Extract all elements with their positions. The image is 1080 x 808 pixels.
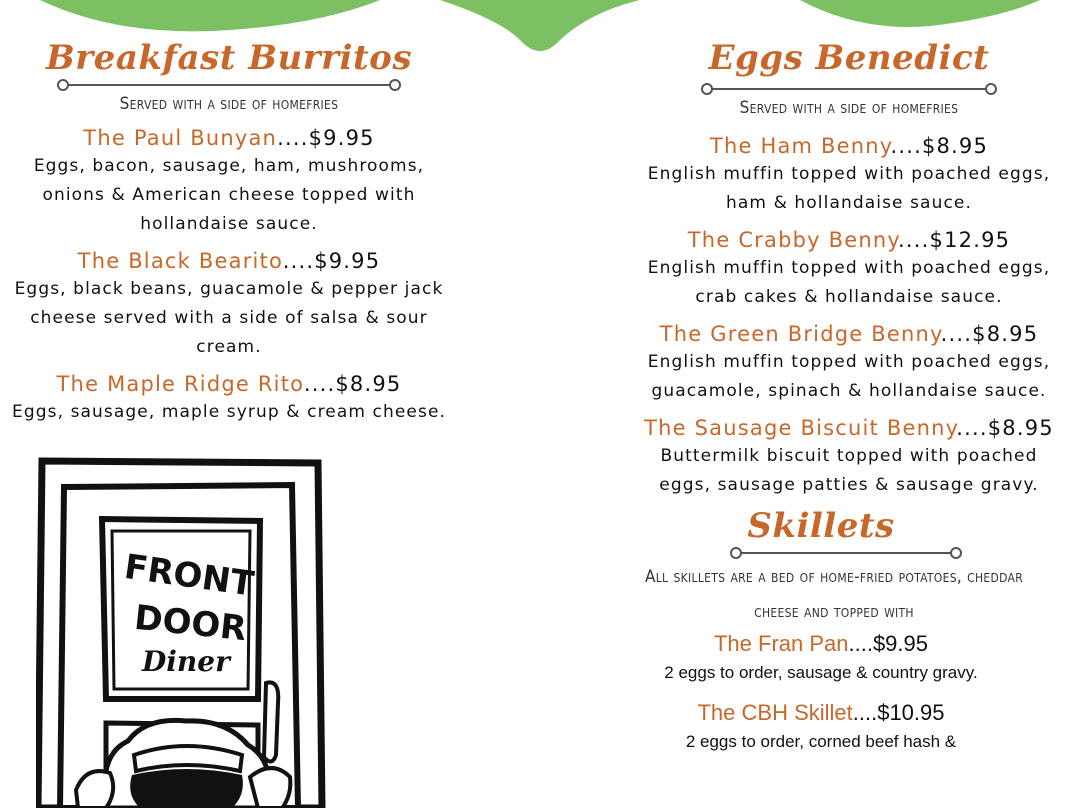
menu-item: [0, 124, 458, 239]
menu-item: [628, 226, 1070, 312]
menu-item-description: English muffin topped with poached eggs, crab cakes & hollandaise sauce.: [647, 258, 1051, 307]
menu-item: [628, 320, 1070, 406]
menu-item-description: 2 eggs to order, corned beef hash &: [685, 732, 957, 751]
menu-item-price: ....$8.95: [890, 134, 989, 158]
menu-item: [0, 247, 458, 362]
menu-item-name: The Black Bearito: [77, 249, 283, 273]
menu-item-name: The Paul Bunyan: [83, 126, 278, 150]
menu-item-description: English muffin topped with poached eggs, guacamole, spinach & hollandaise sauce.: [647, 352, 1051, 401]
menu-item-name: The Sausage Biscuit Benny: [644, 416, 957, 440]
menu-item-name: The Crabby Benny: [687, 228, 899, 252]
section-title-eggs-benedict: Eggs Benedict: [708, 38, 990, 78]
section-title-skillets: Skillets: [747, 506, 895, 546]
menu-item-price: ....$8.95: [940, 322, 1039, 346]
section-subtitle: All skillets are a bed of home-fried potatoes, cheddar cheese and topped with: [644, 567, 1024, 622]
menu-item-price: ....$10.95: [852, 700, 945, 725]
logo-text-diner: Diner: [142, 645, 230, 678]
menu-item: [628, 414, 1070, 500]
menu-item-name: The CBH Skillet: [697, 700, 853, 725]
menu-item: [572, 699, 1070, 756]
menu-item: [572, 630, 1070, 687]
menu-item-heading: [628, 226, 1070, 254]
menu-item: [628, 132, 1070, 218]
menu-item-heading: [628, 132, 1070, 160]
menu-item-price: ....$12.95: [898, 228, 1011, 252]
menu-item-description: English muffin topped with poached eggs, ham & hollandaise sauce.: [647, 164, 1051, 213]
menu-item-description: 2 eggs to order, sausage & country gravy.: [664, 663, 978, 682]
menu-item-heading: [628, 414, 1070, 442]
menu-item-name: The Ham Benny: [709, 134, 891, 158]
menu-item-name: The Green Bridge Benny: [659, 322, 941, 346]
eggs-benedict-section: [628, 38, 1070, 756]
menu-item-description: Buttermilk biscuit topped with poached eggs, sausage patties & sausage gravy.: [659, 446, 1039, 495]
menu-item-name: The Maple Ridge Rito: [56, 372, 304, 396]
menu-item-description: Eggs, sausage, maple syrup & cream cheese.: [11, 402, 447, 422]
menu-item-description: Eggs, bacon, sausage, ham, mushrooms, onions & American cheese topped with hollandaise sauce.: [33, 156, 425, 234]
title-divider: [730, 546, 962, 560]
menu-item-name: The Fran Pan: [713, 631, 849, 656]
title-divider: [57, 78, 401, 92]
front-door-diner-logo: [36, 455, 326, 808]
logo-text-front: FRONT: [121, 546, 257, 605]
skillets-section: [628, 506, 1070, 756]
menu-item: [0, 370, 458, 427]
section-subtitle: Served with a side of homefries: [119, 94, 339, 114]
menu-item-description: Eggs, black beans, guacamole & pepper jack cheese served with a side of salsa & sour cream.: [14, 279, 444, 357]
section-subtitle: Served with a side of homefries: [739, 98, 959, 118]
menu-item-heading: [0, 124, 458, 152]
title-divider: [701, 82, 997, 96]
section-title-breakfast-burritos: Breakfast Burritos: [46, 38, 412, 78]
menu-item-price: ....$9.95: [848, 631, 929, 656]
menu-item-heading: [0, 370, 458, 398]
menu-item-price: ....$9.95: [277, 126, 375, 150]
menu-item-heading: [628, 320, 1070, 348]
logo-text-door: DOOR: [132, 597, 249, 650]
menu-item-price: ....$9.95: [282, 249, 381, 273]
menu-item-heading: [572, 630, 1070, 658]
menu-item-heading: [0, 247, 458, 275]
menu-item-heading: [572, 699, 1070, 727]
menu-item-price: ....$8.95: [303, 372, 402, 396]
menu-item-price: ....$8.95: [956, 416, 1054, 440]
breakfast-burritos-section: [0, 38, 458, 427]
